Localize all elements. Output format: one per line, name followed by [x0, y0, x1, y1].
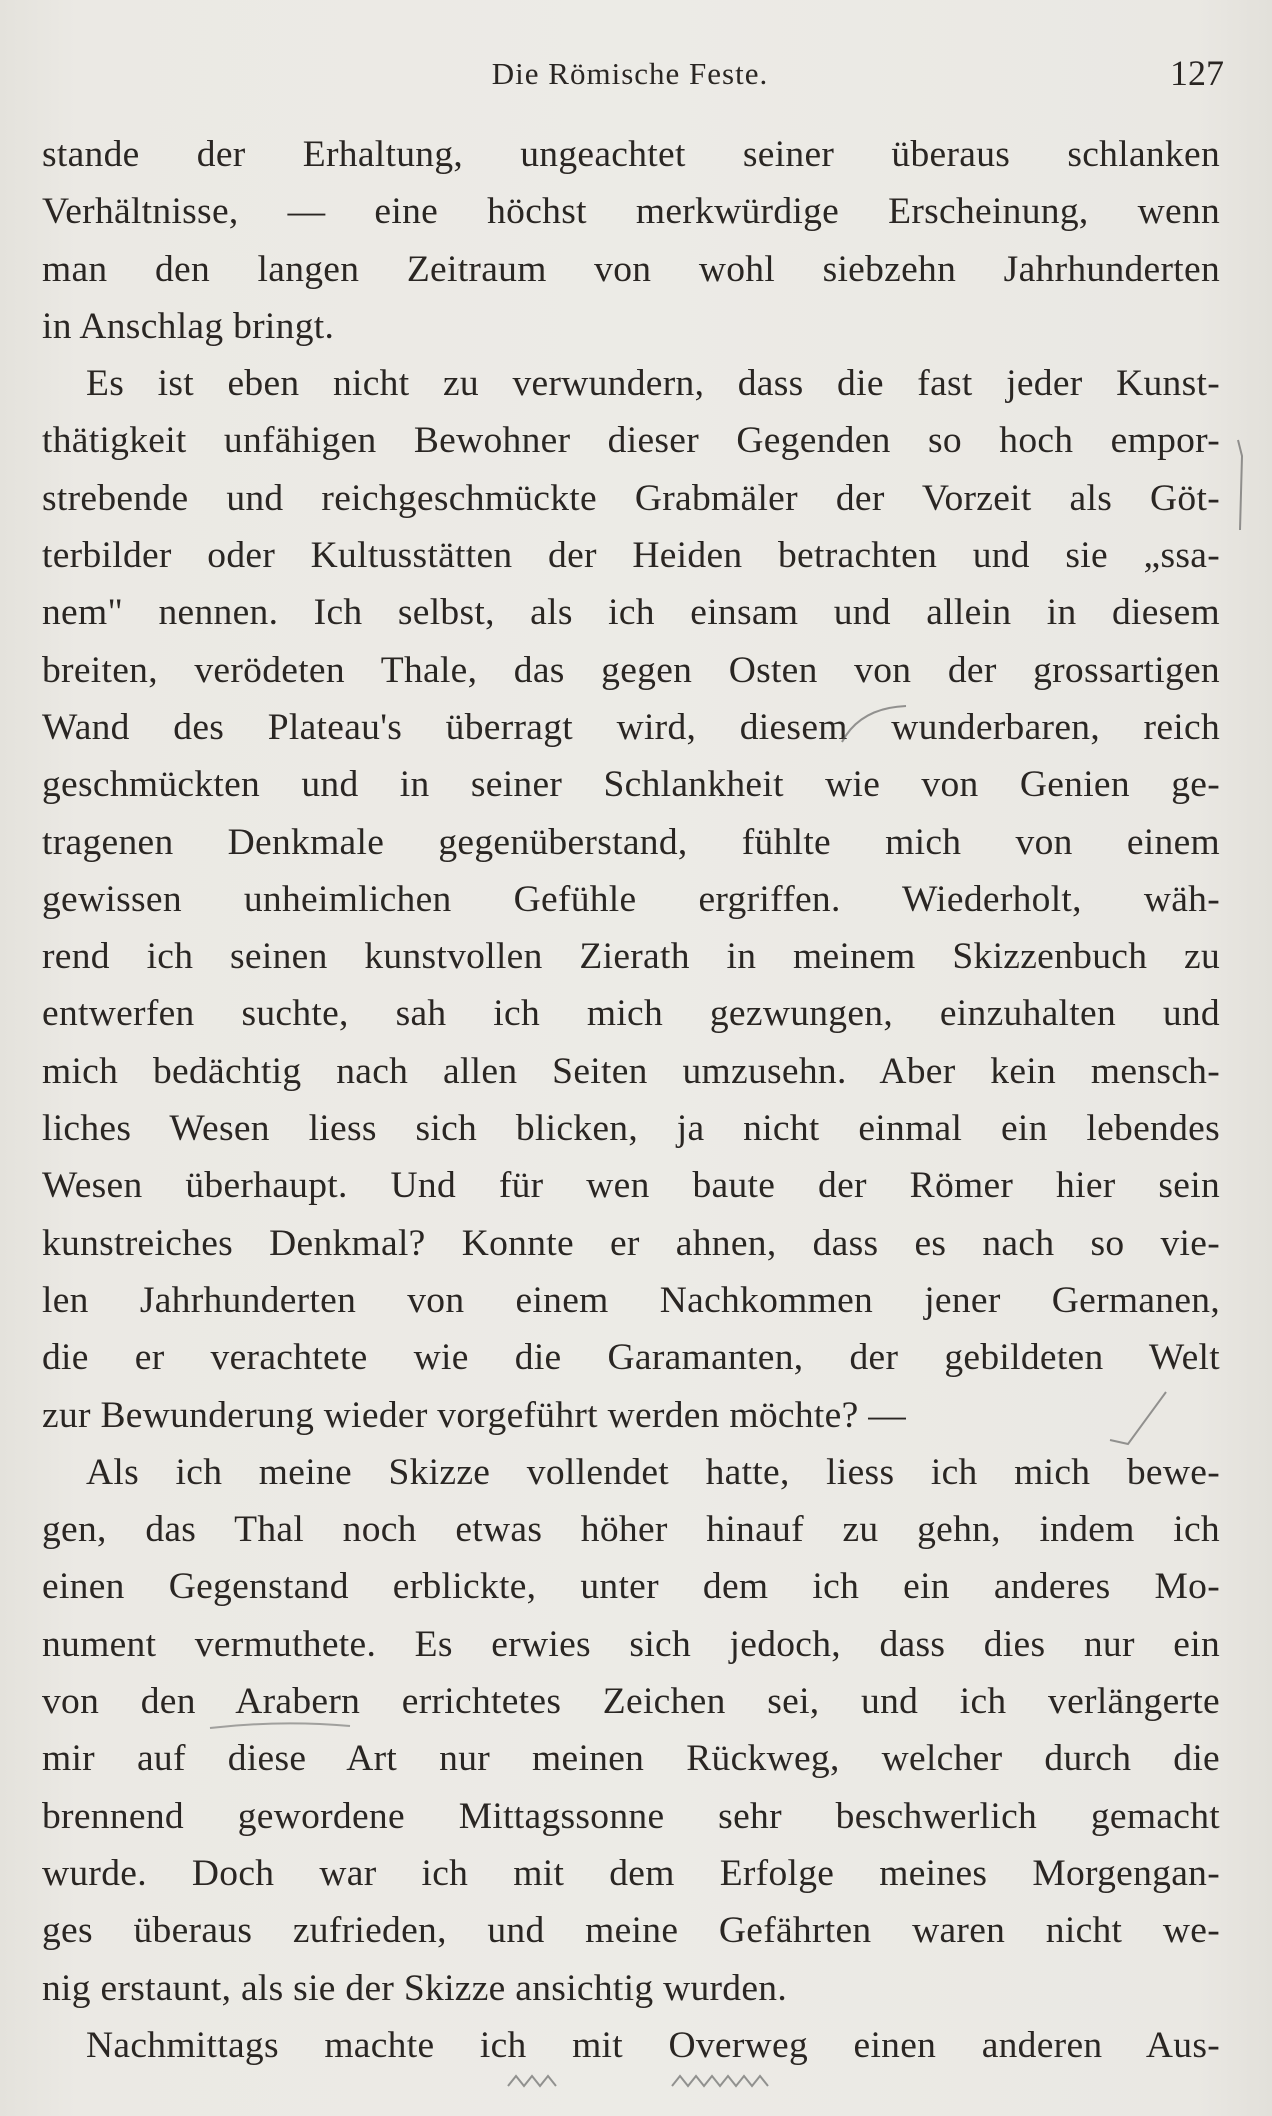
- text-line: gewissen unheimlichen Gefühle ergriffen. Wiederholt, wäh-: [42, 878, 1220, 920]
- text-line: einen Gegenstand erblickte, unter dem ich ein anderes Mo-: [42, 1566, 1220, 1608]
- running-head: [40, 52, 1224, 93]
- text-line: breiten, verödeten Thale, das gegen Osten von der grossartigen: [42, 649, 1220, 691]
- pencil-squiggle-ich: [508, 2076, 556, 2086]
- text-line: Nachmittags machte ich mit Overweg einen anderen Aus-: [86, 2024, 1220, 2066]
- text-line: mir auf diese Art nur meinen Rückweg, welcher durch die: [42, 1738, 1220, 1780]
- text-line: Wand des Plateau's überragt wird, diesem wunderbaren, reich: [42, 706, 1220, 748]
- text-line: die er verachtete wie die Garamanten, der gebildeten Welt: [42, 1337, 1220, 1379]
- text-line: von den Arabern errichtetes Zeichen sei, und ich verlängerte: [42, 1681, 1220, 1723]
- running-title: Die Römische Feste.: [491, 56, 769, 91]
- text-line: ges überaus zufrieden, und meine Gefährten waren nicht we-: [42, 1910, 1220, 1952]
- text-line: geschmückten und in seiner Schlankheit wie von Genien ge-: [42, 764, 1220, 806]
- text-line: stande der Erhaltung, ungeachtet seiner überaus schlanken: [42, 134, 1220, 175]
- text-line: len Jahrhunderten von einem Nachkommen jener Germanen,: [42, 1279, 1220, 1321]
- text-line: tragenen Denkmale gegenüberstand, fühlte mich von einem: [42, 821, 1220, 863]
- text-line: mich bedächtig nach allen Seiten umzusehn. Aber kein mensch-: [42, 1050, 1220, 1092]
- text-line: thätigkeit unfähigen Bewohner dieser Gegenden so hoch empor-: [42, 420, 1220, 462]
- text-line: Es ist eben nicht zu verwundern, dass die fast jeder Kunst-: [86, 363, 1220, 405]
- text-line: brennend gewordene Mittagssonne sehr beschwerlich gemacht: [42, 1795, 1220, 1837]
- text-line: in Anschlag bringt.: [42, 305, 335, 347]
- text-line: nem" nennen. Ich selbst, als ich einsam und allein in diesem: [42, 592, 1220, 634]
- text-line: zur Bewunderung wieder vorgeführt werden möchte? —: [42, 1394, 907, 1436]
- text-line: Wesen überhaupt. Und für wen baute der Römer hier sein: [42, 1165, 1220, 1207]
- text-line: wurde. Doch war ich mit dem Erfolge meines Morgengan-: [42, 1852, 1220, 1894]
- text-line: nument vermuthete. Es erwies sich jedoch, dass dies nur ein: [42, 1623, 1220, 1665]
- text-line: liches Wesen liess sich blicken, ja nicht einmal ein lebendes: [42, 1108, 1220, 1150]
- pencil-stroke-right-margin: [1238, 440, 1242, 530]
- text-line: terbilder oder Kultusstätten der Heiden betrachten und sie „ssa-: [42, 535, 1220, 577]
- text-line: Verhältnisse, — eine höchst merkwürdige Erscheinung, wenn: [42, 191, 1220, 233]
- text-line: entwerfen suchte, sah ich mich gezwungen, einzuhalten und: [42, 993, 1220, 1035]
- text-line: rend ich seinen kunstvollen Zierath in meinem Skizzenbuch zu: [42, 936, 1220, 978]
- text-line: nig erstaunt, als sie der Skizze ansichtig wurden.: [42, 1967, 788, 2009]
- pencil-squiggle-overweg: [672, 2076, 768, 2086]
- text-line: kunstreiches Denkmal? Konnte er ahnen, dass es nach so vie-: [42, 1222, 1220, 1264]
- text-line: Als ich meine Skizze vollendet hatte, liess ich mich bewe-: [86, 1451, 1220, 1493]
- body-text: [42, 126, 1220, 2074]
- text-line: strebende und reichgeschmückte Grabmäler der Vorzeit als Göt-: [42, 477, 1220, 519]
- page-number: 127: [1170, 53, 1224, 93]
- text-line: man den langen Zeitraum von wohl siebzehn Jahrhunderten: [42, 248, 1220, 290]
- text-line: gen, das Thal noch etwas höher hinauf zu gehn, indem ich: [42, 1509, 1220, 1551]
